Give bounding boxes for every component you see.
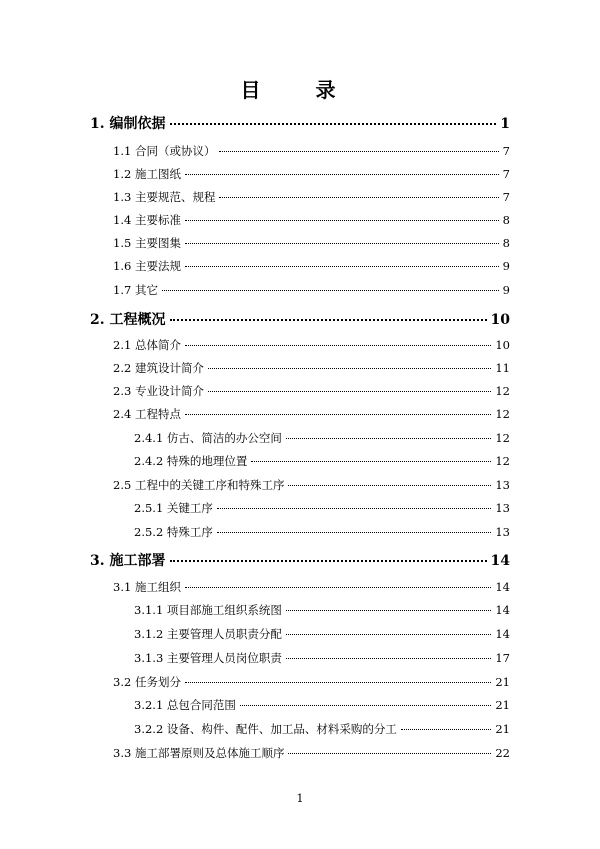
toc-entry-label: 2.4.2 特殊的地理位置 — [134, 454, 248, 468]
toc-entry-label: 3.2 任务划分 — [113, 675, 181, 689]
toc-entry-1-2[interactable] — [113, 166, 510, 182]
toc-entry-1-5[interactable] — [113, 235, 510, 251]
toc-leader — [185, 174, 499, 175]
toc-leader — [185, 587, 491, 588]
toc-page-number: 14 — [495, 603, 510, 617]
toc-entry-3-2[interactable] — [113, 674, 510, 690]
toc-entry-label: 2.1 总体简介 — [113, 338, 181, 352]
toc-page-number: 7 — [502, 190, 510, 204]
toc-leader — [286, 658, 491, 659]
toc-entry-3[interactable] — [90, 550, 510, 570]
toc-leader — [286, 610, 491, 611]
toc-leader — [170, 123, 497, 125]
toc-entry-1-1[interactable] — [113, 143, 510, 159]
toc-page-number: 13 — [495, 478, 510, 492]
toc-entry-2-4-1[interactable] — [134, 430, 510, 446]
toc-entry-label: 3. 施工部署 — [90, 553, 166, 569]
toc-page-number: 13 — [495, 525, 510, 539]
toc-page-number: 7 — [502, 167, 510, 181]
toc-entry-label: 1. 编制依据 — [90, 116, 166, 132]
toc-entry-2-5-2[interactable] — [134, 524, 510, 540]
toc-leader — [185, 266, 499, 267]
toc-entry-label: 3.2.1 总包合同范围 — [134, 698, 236, 712]
toc-entry-3-3[interactable] — [113, 745, 510, 761]
toc-entry-label: 3.1 施工组织 — [113, 580, 181, 594]
toc-page-number: 12 — [495, 431, 510, 445]
toc-leader — [219, 197, 498, 198]
toc-entry-3-2-2[interactable] — [134, 721, 510, 737]
toc-entry-1-6[interactable] — [113, 258, 510, 274]
toc-entry-label: 1.7 其它 — [113, 283, 158, 297]
toc-page-number: 22 — [495, 746, 510, 760]
toc-page-number: 1 — [500, 116, 510, 132]
toc-leader — [251, 461, 491, 462]
toc-entry-label: 2.4 工程特点 — [113, 407, 181, 421]
toc-entry-label: 3.1.3 主要管理人员岗位职责 — [134, 651, 282, 665]
toc-leader — [401, 729, 491, 730]
toc-title: 目 录 — [240, 78, 360, 102]
toc-entry-label: 2. 工程概况 — [90, 312, 166, 328]
toc-page-number: 10 — [495, 338, 510, 352]
toc-entry-label: 2.5 工程中的关键工序和特殊工序 — [113, 478, 285, 492]
toc-entry-label: 2.2 建筑设计简介 — [113, 361, 204, 375]
toc-leader — [288, 753, 491, 754]
toc-entry-label: 2.3 专业设计简介 — [113, 384, 204, 398]
footer-page-number: 1 — [296, 792, 304, 805]
toc-entry-label: 1.2 施工图纸 — [113, 167, 181, 181]
toc-leader — [185, 220, 499, 221]
toc-entry-3-1[interactable] — [113, 579, 510, 595]
toc-leader — [286, 634, 491, 635]
toc-entry-2[interactable] — [90, 309, 510, 329]
toc-page-number: 7 — [502, 144, 510, 158]
toc-entry-label: 3.3 施工部署原则及总体施工顺序 — [113, 746, 285, 760]
toc-page-number: 14 — [495, 627, 510, 641]
toc-leader — [208, 391, 491, 392]
toc-page-number: 10 — [490, 312, 510, 328]
toc-page-number: 8 — [502, 213, 510, 227]
toc-entry-label: 3.1.2 主要管理人员职责分配 — [134, 627, 282, 641]
toc-entry-3-1-1[interactable] — [134, 602, 510, 618]
toc-page-number: 9 — [502, 259, 510, 273]
toc-entry-label: 1.4 主要标准 — [113, 213, 181, 227]
toc-entry-1-7[interactable] — [113, 282, 510, 298]
toc-leader — [240, 705, 491, 706]
toc-page-number: 21 — [495, 698, 510, 712]
toc-page-number: 17 — [495, 651, 510, 665]
toc-page-number: 12 — [495, 407, 510, 421]
toc-entry-label: 2.5.1 关键工序 — [134, 501, 213, 515]
toc-leader — [217, 508, 491, 509]
toc-leader — [170, 319, 487, 321]
toc-entry-label: 1.5 主要图集 — [113, 236, 181, 250]
toc-leader — [185, 243, 499, 244]
toc-page-number: 12 — [495, 384, 510, 398]
toc-entry-2-3[interactable] — [113, 383, 510, 399]
toc-entry-label: 1.3 主要规范、规程 — [113, 190, 216, 204]
toc-page-number: 14 — [495, 580, 510, 594]
toc-entry-2-5-1[interactable] — [134, 500, 510, 516]
toc-page-number: 14 — [490, 553, 510, 569]
toc-page-number: 8 — [502, 236, 510, 250]
toc-entry-label: 1.6 主要法规 — [113, 259, 181, 273]
toc-page-number: 13 — [495, 501, 510, 515]
toc-leader — [208, 368, 491, 369]
toc-page-number: 21 — [495, 675, 510, 689]
toc-entry-label: 2.5.2 特殊工序 — [134, 525, 213, 539]
toc-leader — [185, 682, 491, 683]
toc-leader — [217, 532, 491, 533]
toc-entry-3-1-3[interactable] — [134, 650, 510, 666]
toc-leader — [219, 151, 498, 152]
toc-entry-1-3[interactable] — [113, 189, 510, 205]
toc-page-number: 9 — [502, 283, 510, 297]
toc-leader — [286, 438, 491, 439]
toc-entry-label: 2.4.1 仿古、简洁的办公空间 — [134, 431, 282, 445]
toc-leader — [185, 345, 491, 346]
toc-entry-1-4[interactable] — [113, 212, 510, 228]
toc-entry-2-4-2[interactable] — [134, 453, 510, 469]
toc-entry-1[interactable] — [90, 113, 510, 133]
toc-entry-label: 1.1 合同（或协议） — [113, 144, 216, 158]
toc-entry-3-2-1[interactable] — [134, 697, 510, 713]
toc-leader — [185, 414, 491, 415]
toc-page-number: 21 — [495, 722, 510, 736]
toc-page-number: 11 — [495, 361, 510, 375]
toc-entry-3-1-2[interactable] — [134, 626, 510, 642]
toc-page-number: 12 — [495, 454, 510, 468]
toc-entry-label: 3.1.1 项目部施工组织系统图 — [134, 603, 282, 617]
toc-entry-2-2[interactable] — [113, 360, 510, 376]
toc-leader — [288, 485, 491, 486]
toc-leader — [162, 290, 499, 291]
toc-leader — [170, 560, 487, 562]
toc-entry-label: 3.2.2 设备、构件、配件、加工品、材料采购的分工 — [134, 722, 397, 736]
toc-entry-2-5[interactable] — [113, 477, 510, 493]
toc-entry-2-1[interactable] — [113, 337, 510, 353]
toc-entry-2-4[interactable] — [113, 406, 510, 422]
